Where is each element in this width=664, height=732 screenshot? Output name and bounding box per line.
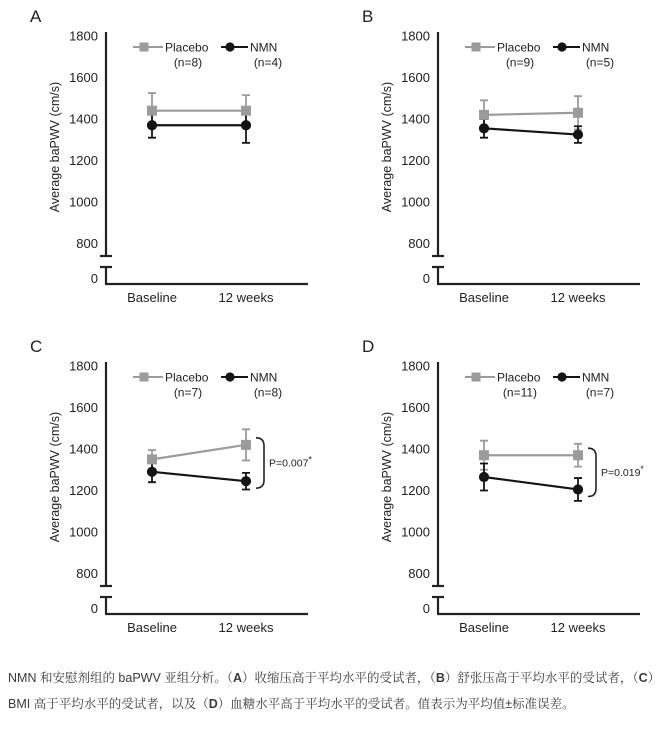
legend-marker-circle [225, 42, 234, 51]
x-tick-label: Baseline [127, 620, 177, 635]
x-tick-label: Baseline [459, 290, 509, 305]
y-tick-label: 1200 [69, 483, 98, 498]
data-point-marker [241, 440, 251, 450]
caption-segment: ）收缩压高于平均水平的受试者，（ [242, 671, 436, 685]
y-tick-label: 1600 [401, 70, 430, 85]
y-tick-label: 800 [408, 236, 430, 251]
legend-label: NMN [250, 40, 278, 55]
y-axis-title: Average baPWV (cm/s) [380, 411, 394, 543]
chart-panel-b [332, 0, 664, 330]
x-tick-label: 12 weeks [550, 290, 606, 305]
panel-letter: B [362, 7, 374, 26]
caption-segment: ）BMI 高于平均水平的受试者，以及（ [8, 671, 654, 711]
legend-label: Placebo [165, 40, 209, 55]
y-tick-label: 1200 [401, 153, 430, 168]
x-tick-label: 12 weeks [218, 290, 274, 305]
legend-n-label: (n=4) [253, 55, 283, 70]
legend-label: NMN [582, 40, 610, 55]
caption-segment: NMN 和安慰剂组的 baPWV 亚组分析。（ [8, 671, 234, 685]
data-point-marker [573, 484, 583, 494]
series-line [152, 472, 246, 481]
p-value-label: P=0.019* [601, 463, 644, 479]
panel-letter: A [30, 7, 42, 26]
p-value-label: P=0.007* [269, 454, 312, 470]
legend-marker-square [140, 43, 149, 52]
x-tick-label: 12 weeks [550, 620, 606, 635]
data-point-marker [241, 476, 251, 486]
legend-marker-square [140, 373, 149, 382]
data-point-marker [147, 467, 157, 477]
legend-marker-square [472, 373, 481, 382]
caption-segment: C [638, 671, 648, 685]
significance-bracket [256, 438, 264, 488]
y-tick-label: 1800 [69, 358, 98, 374]
y-tick-label: 1800 [69, 28, 98, 44]
data-point-marker [147, 106, 157, 116]
series-line [484, 477, 578, 489]
x-tick-label: Baseline [459, 620, 509, 635]
chart-panel-d [332, 330, 664, 660]
y-tick-label: 1600 [69, 400, 98, 415]
x-tick-label: Baseline [127, 290, 177, 305]
legend-marker-circle [225, 372, 234, 381]
data-point-marker [241, 106, 251, 116]
y-tick-label: 1200 [69, 153, 98, 168]
legend-marker-circle [557, 42, 566, 51]
y-tick-label: 1400 [401, 111, 430, 127]
y-zero-label: 0 [422, 601, 430, 616]
data-point-marker [479, 450, 489, 460]
legend-n-label: (n=11) [502, 385, 538, 400]
y-tick-label: 800 [76, 236, 98, 251]
y-axis-title: Average baPWV (cm/s) [48, 411, 62, 543]
data-point-marker [241, 120, 251, 130]
y-tick-label: 1000 [69, 524, 98, 540]
x-tick-label: 12 weeks [218, 620, 274, 635]
y-tick-label: 800 [408, 566, 430, 581]
legend-marker-circle [557, 372, 566, 381]
legend-marker-square [472, 43, 481, 52]
legend-n-label: (n=8) [173, 55, 203, 70]
data-point-marker [147, 454, 157, 464]
data-point-marker [479, 123, 489, 133]
legend-label: Placebo [165, 370, 209, 385]
legend-label: NMN [582, 370, 610, 385]
panel-letter: D [362, 337, 375, 356]
significance-bracket [588, 448, 596, 496]
legend-n-label: (n=9) [505, 55, 535, 70]
legend-n-label: (n=7) [173, 385, 203, 400]
y-axis-title: Average baPWV (cm/s) [380, 81, 394, 213]
chart-panel-c [0, 330, 332, 660]
y-tick-label: 1200 [401, 483, 430, 498]
figure-caption [0, 660, 664, 717]
legend-n-label: (n=8) [253, 385, 283, 400]
y-tick-label: 1400 [401, 441, 430, 457]
y-zero-label: 0 [90, 271, 98, 286]
legend-label: Placebo [497, 40, 541, 55]
y-tick-label: 1400 [69, 111, 98, 127]
y-tick-label: 1000 [401, 524, 430, 540]
data-point-marker [147, 120, 157, 130]
caption-segment: D [208, 697, 218, 711]
panel-letter: C [30, 337, 43, 356]
data-point-marker [479, 110, 489, 120]
chart-panel-a [0, 0, 332, 330]
legend-n-label: (n=7) [585, 385, 615, 400]
y-tick-label: 1000 [69, 194, 98, 210]
y-tick-label: 1800 [401, 358, 430, 374]
y-tick-label: 1400 [69, 441, 98, 457]
series-line [484, 128, 578, 134]
data-point-marker [573, 450, 583, 460]
y-zero-label: 0 [90, 601, 98, 616]
y-tick-label: 800 [76, 566, 98, 581]
y-tick-label: 1600 [401, 400, 430, 415]
y-tick-label: 1000 [401, 194, 430, 210]
caption-segment: ）舒张压高于平均水平的受试者，（ [444, 671, 639, 685]
caption-segment: A [233, 671, 243, 685]
data-point-marker [479, 472, 489, 482]
y-tick-label: 1800 [401, 28, 430, 44]
series-line [152, 445, 246, 460]
data-point-marker [573, 108, 583, 118]
data-point-marker [573, 129, 583, 139]
series-line [484, 113, 578, 115]
caption-segment: B [435, 671, 445, 685]
legend-label: NMN [250, 370, 278, 385]
y-tick-label: 1600 [69, 70, 98, 85]
legend-label: Placebo [497, 370, 541, 385]
y-zero-label: 0 [422, 271, 430, 286]
caption-segment: ）血糖水平高于平均水平的受试者。值表示为平均值±标准误差。 [217, 697, 575, 711]
y-axis-title: Average baPWV (cm/s) [48, 81, 62, 213]
legend-n-label: (n=5) [585, 55, 615, 70]
